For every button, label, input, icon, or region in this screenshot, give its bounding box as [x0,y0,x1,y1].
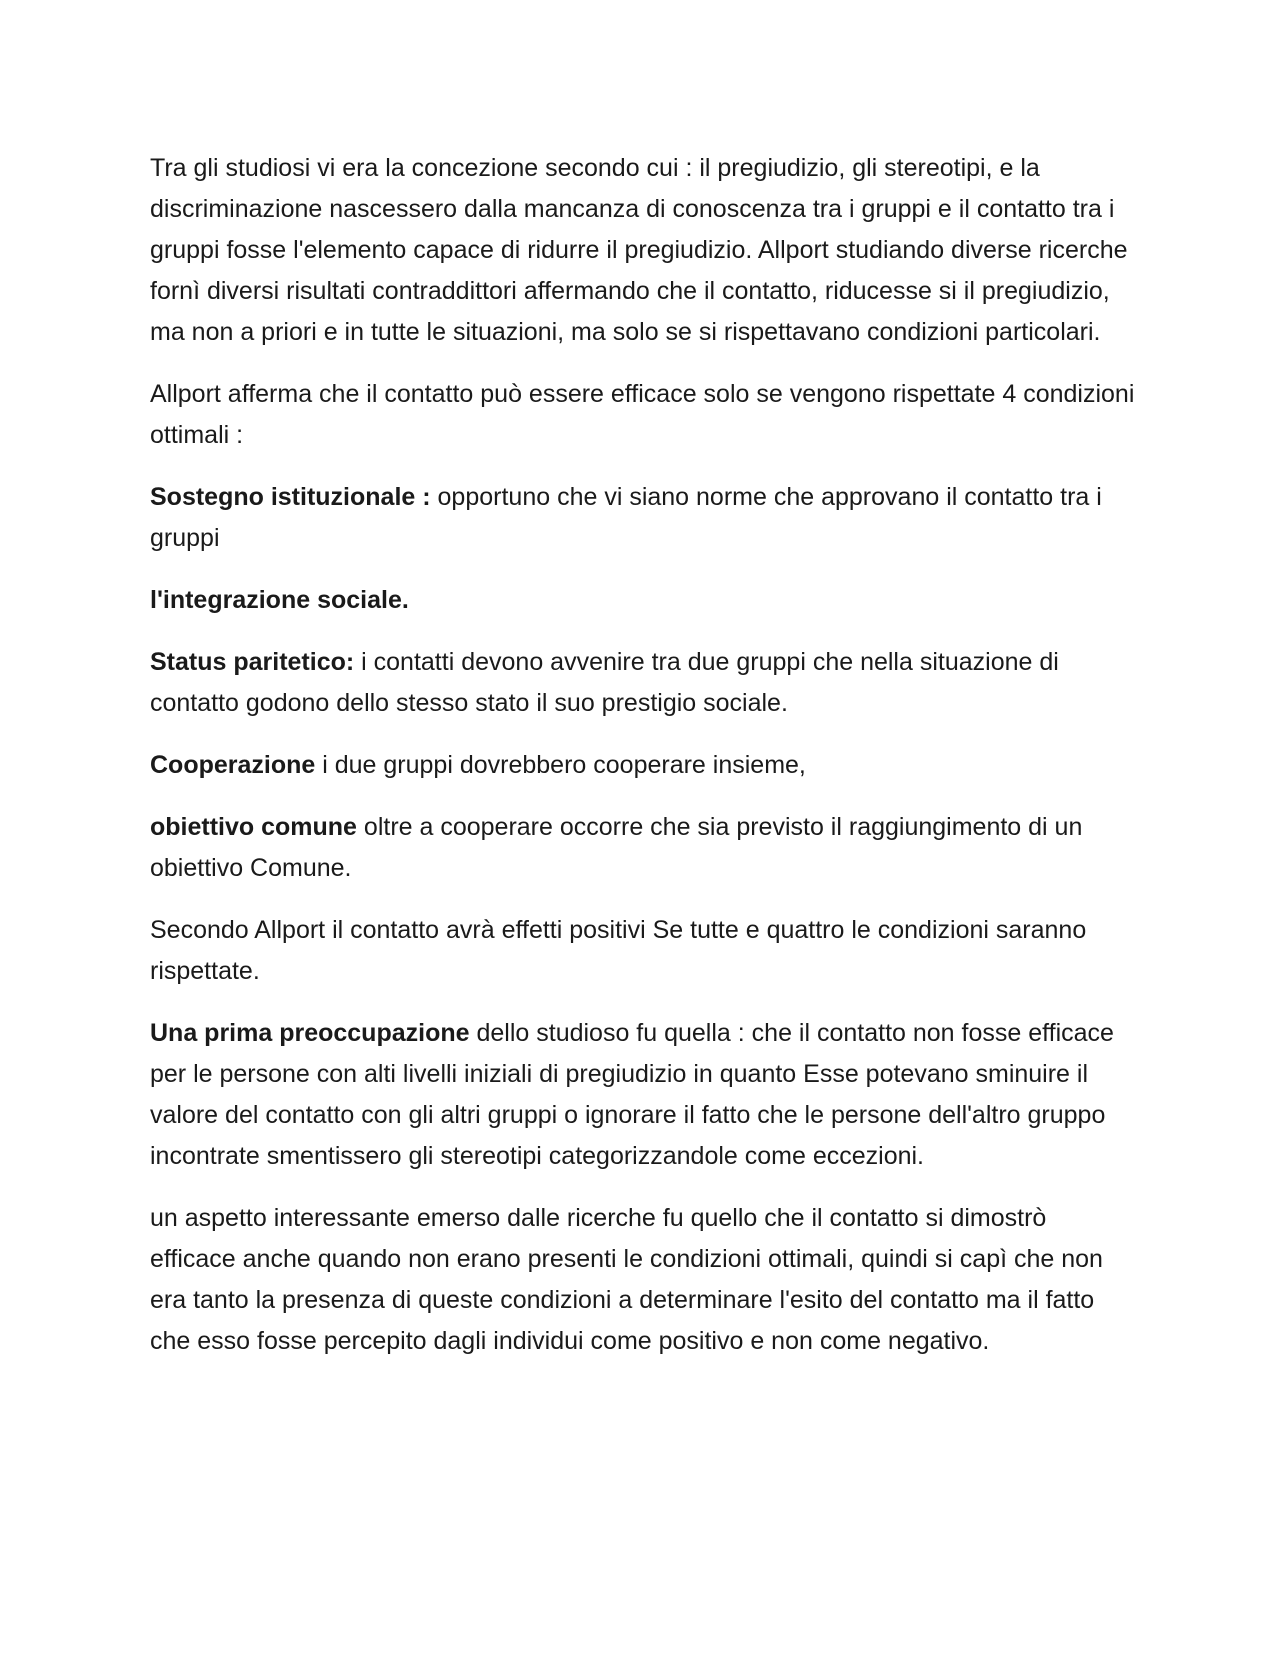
paragraph-common-goal [150,807,1135,889]
paragraph-equal-status [150,642,1135,724]
term-equal-status: Status paritetico: [150,648,355,676]
term-common-goal: obiettivo comune [150,813,357,841]
paragraph-positive-effects: Secondo Allport il contatto avrà effetti positivi Se tutte e quattro le condizioni saranno rispettate. [150,916,1087,985]
definition-common-goal: oltre a cooperare occorre che sia previsto il raggiungimento di un obiettivo Comune. [150,813,1083,882]
term-cooperation: Cooperazione [150,751,316,779]
text-first-concern: dello studioso fu quella : che il contatto non fosse efficace per le persone con alti livelli iniziali di pregiudizio in quanto Esse potevano sminuire il valore del contatto con gli altri gruppi o ignorare il fatto che le persone dell'altro gruppo incontrate smentissero gli stereotipi categorizzandole come eccezioni. [150,1019,1114,1170]
term-first-concern: Una prima preoccupazione [150,1019,470,1047]
term-social-integration: l'integrazione sociale. [150,586,409,614]
definition-institutional-support: opportuno che vi siano norme che approvano il contatto tra i gruppi [150,483,1102,552]
paragraph-first-concern [150,1013,1135,1177]
paragraph-cooperation [150,745,1135,786]
document-page [150,148,1135,1383]
definition-equal-status: i contatti devono avvenire tra due gruppi che nella situazione di contatto godono dello stesso stato il suo prestigio sociale. [150,648,1059,717]
paragraph-institutional-support [150,477,1135,559]
paragraph-social-integration [150,580,1135,621]
paragraph-interesting-aspect: un aspetto interessante emerso dalle ricerche fu quello che il contatto si dimostrò efficace anche quando non erano presenti le condizioni ottimali, quindi si capì che non era tanto la presenza di queste condizioni a determinare l'esito del contatto ma il fatto che esso fosse percepito dagli individui come positivo e non come negativo. [150,1204,1103,1355]
term-institutional-support: Sostegno istituzionale : [150,483,431,511]
definition-cooperation: i due gruppi dovrebbero cooperare insieme, [315,751,806,779]
paragraph-conditions-intro: Allport afferma che il contatto può essere efficace solo se vengono rispettate 4 condizioni ottimali : [150,380,1135,449]
paragraph-intro: Tra gli studiosi vi era la concezione secondo cui : il pregiudizio, gli stereotipi, e la discriminazione nascessero dalla mancanza di conoscenza tra i gruppi e il contatto tra i gruppi fosse l'elemento capace di ridurre il pregiudizio. Allport studiando diverse ricerche fornì diversi risultati contraddittori affermando che il contatto, riducesse si il pregiudizio, ma non a priori e in tutte le situazioni, ma solo se si rispettavano condizioni particolari. [150,154,1128,346]
